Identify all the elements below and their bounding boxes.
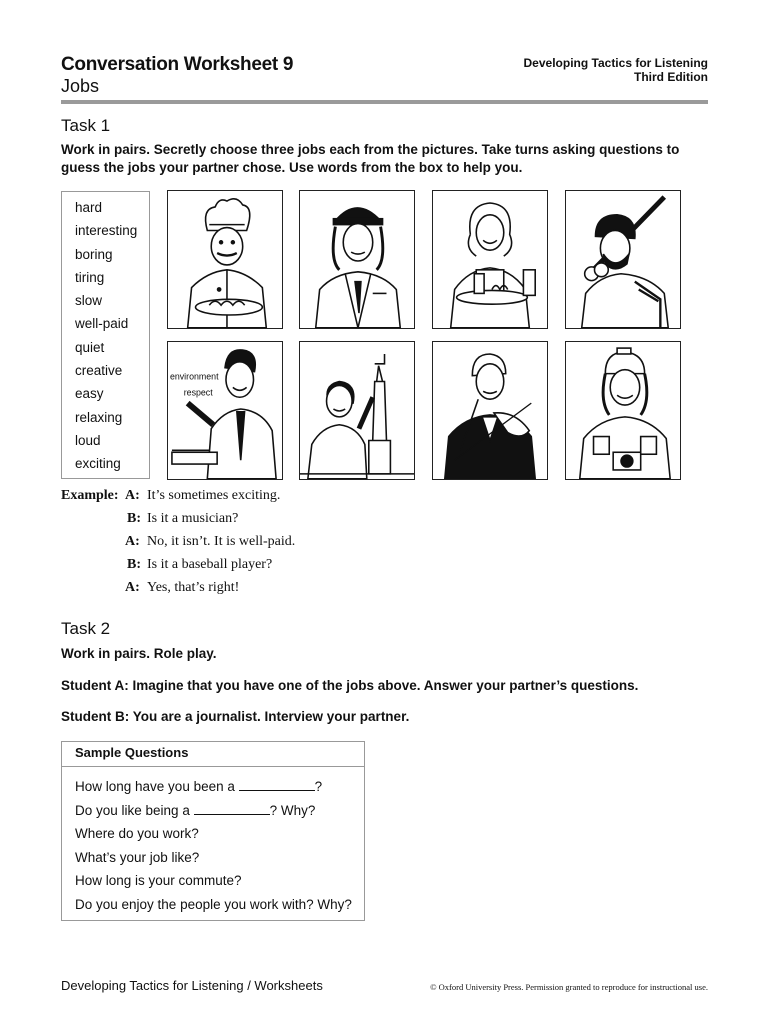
answer-blank (239, 778, 315, 791)
question-item: What’s your job like? (75, 849, 200, 865)
series-edition: Third Edition (634, 70, 708, 84)
question-text: How long have you been a (75, 779, 239, 794)
answer-blank (194, 802, 270, 815)
task1-instr-line1: Work in pairs. Secretly choose three jobs each from the pictures. Take turns asking questions to (61, 142, 680, 157)
word-item: interesting (75, 223, 138, 239)
series-title: Developing Tactics for Listening (523, 56, 708, 70)
task2-line1: Work in pairs. Role play. (61, 646, 217, 661)
question-item: Where do you work? (75, 826, 199, 841)
sample-questions-box (61, 741, 365, 921)
footer-left: Developing Tactics for Listening / Worksheets (61, 978, 323, 993)
example-label: Example: (61, 488, 119, 503)
picture-tour-guide (299, 341, 415, 480)
task2-line2: Student A: Imagine that you have one of the jobs above. Answer your partner’s questions. (61, 678, 639, 693)
picture-baseball-player (565, 190, 681, 329)
task1-heading: Task 1 (61, 116, 111, 135)
worksheet-title: Conversation Worksheet 9 (61, 54, 294, 75)
dialog-line: It’s sometimes exciting. (147, 488, 281, 503)
word-item: exciting (75, 456, 121, 472)
task2-line3: Student B: You are a journalist. Interview your partner. (61, 709, 410, 724)
word-item: tiring (75, 269, 105, 285)
dialog-speaker: A: (125, 580, 140, 595)
picture-violinist (432, 341, 548, 480)
series-name (524, 56, 708, 84)
word-item: easy (75, 386, 104, 402)
dialog-line: Yes, that’s right! (147, 580, 240, 595)
picture-photographer (565, 341, 681, 480)
word-item: creative (75, 363, 123, 379)
question-item (75, 799, 364, 823)
task1-instructions (61, 141, 679, 177)
word-item: loud (75, 432, 101, 448)
word-item: boring (75, 246, 113, 262)
question-item: How long is your commute? (75, 873, 242, 888)
worksheet-subtitle: Jobs (61, 76, 100, 96)
dialog-speaker: A: (125, 488, 140, 503)
word-box (61, 191, 150, 479)
picture-waitress (432, 190, 548, 329)
task2-heading: Task 2 (61, 619, 111, 638)
footer-copyright: © Oxford University Press. Permission granted to reproduce for instructional use. (430, 982, 708, 992)
question-text: ? (314, 779, 323, 794)
word-item: quiet (75, 339, 105, 355)
dialog-line: No, it isn’t. It is well-paid. (147, 534, 296, 549)
question-text: ? Why? (269, 802, 316, 818)
word-item: slow (75, 293, 103, 309)
picture-teacher (167, 341, 283, 480)
header-rule (61, 100, 708, 104)
question-item: Do you enjoy the people you work with? Why? (75, 896, 352, 912)
sample-questions-list (62, 767, 364, 916)
dialog-speaker: A: (125, 534, 140, 549)
word-item: hard (75, 200, 103, 215)
dialog-speaker: B: (127, 511, 141, 526)
word-item: relaxing (75, 409, 123, 425)
dialog-line: Is it a baseball player? (147, 557, 273, 572)
word-item: well-paid (75, 316, 129, 332)
board-word-environment: environment (169, 371, 219, 382)
question-text: Do you like being a (75, 802, 194, 818)
dialog-line: Is it a musician? (147, 511, 239, 526)
sample-questions-title: Sample Questions (62, 742, 364, 767)
picture-pilot (299, 190, 415, 329)
dialog-speaker: B: (127, 557, 141, 572)
picture-chef (167, 190, 283, 329)
question-item (75, 775, 364, 799)
board-word-respect: respect (183, 387, 213, 398)
task1-instr-line2: guess the jobs your partner chose. Use words from the box to help you. (61, 160, 523, 175)
